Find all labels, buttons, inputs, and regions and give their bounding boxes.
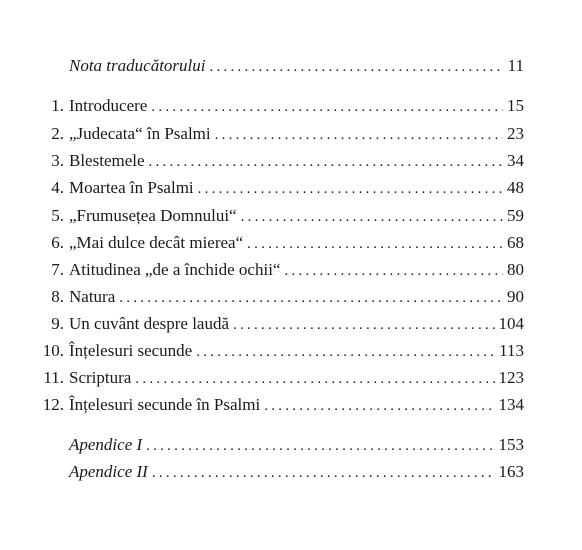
toc-entry-title: Apendice I — [69, 435, 143, 454]
toc-entry-title: Apendice II — [69, 462, 148, 481]
toc-entry-title: Natura — [69, 287, 116, 306]
toc-entry-chapter-7 — [0, 258, 582, 282]
dot-leader — [247, 232, 503, 256]
toc-entry-chapter-3 — [0, 149, 582, 173]
toc-entry-page: 34 — [507, 151, 524, 170]
toc-entry-title: Scriptura — [69, 368, 132, 387]
toc-entry-title: „Judecata“ în Psalmi — [69, 124, 211, 143]
toc-entry-chapter-6 — [0, 231, 582, 255]
toc-entry-title: Atitudinea „de a închide ochii“ — [69, 260, 281, 279]
toc-entry-page: 153 — [498, 435, 524, 454]
toc-entry-title: Înțelesuri secunde în Psalmi — [69, 395, 261, 414]
toc-entry-page: 163 — [498, 462, 524, 481]
toc-entry-title: „Mai dulce decât mierea“ — [69, 233, 244, 252]
toc-entry-page: 104 — [498, 314, 524, 333]
toc-entry-chapter-1 — [0, 94, 582, 118]
chapter-number: 3. — [51, 151, 64, 170]
toc-entry-page: 23 — [507, 124, 524, 143]
toc-entry-page: 90 — [507, 287, 524, 306]
chapter-number: 1. — [51, 96, 64, 115]
dot-leader — [196, 340, 495, 364]
toc-entry-page: 68 — [507, 233, 524, 252]
chapter-number: 12. — [42, 395, 64, 414]
dot-leader — [152, 461, 495, 485]
toc-entry-page: 48 — [507, 178, 524, 197]
dot-leader — [149, 150, 503, 174]
toc-entry-page: 113 — [499, 341, 524, 360]
dot-leader — [119, 286, 503, 310]
dot-leader — [264, 394, 494, 418]
toc-entry-page: 15 — [507, 96, 524, 115]
toc-entry-page: 59 — [507, 206, 524, 225]
toc-entry-front-note — [0, 54, 582, 78]
toc-entry-chapter-9 — [0, 312, 582, 336]
toc-entry-title: Nota traducătorului — [69, 56, 206, 75]
chapter-number: 2. — [51, 124, 64, 143]
toc-entry-chapter-5 — [0, 204, 582, 228]
toc-entry-title: Un cuvânt despre laudă — [69, 314, 230, 333]
toc-entry-title: Introducere — [69, 96, 148, 115]
toc-entry-chapter-12 — [0, 393, 582, 417]
toc-entry-chapter-10 — [0, 339, 582, 363]
toc-entry-page: 11 — [507, 56, 524, 75]
toc-entry-chapter-11 — [0, 366, 582, 390]
chapter-number: 8. — [51, 287, 64, 306]
dot-leader — [151, 95, 503, 119]
toc-entry-page: 123 — [498, 368, 524, 387]
dot-leader — [146, 434, 494, 458]
dot-leader — [215, 123, 503, 147]
toc-entry-title: „Frumusețea Domnului“ — [69, 206, 237, 225]
dot-leader — [135, 367, 494, 391]
dot-leader — [233, 313, 494, 337]
toc-entry-chapter-4 — [0, 176, 582, 200]
chapter-number: 7. — [51, 260, 64, 279]
dot-leader — [198, 177, 503, 201]
toc-entry-title: Înțelesuri secunde — [69, 341, 193, 360]
toc-entry-title: Blestemele — [69, 151, 145, 170]
dot-leader — [284, 259, 503, 283]
dot-leader — [209, 55, 503, 79]
toc-entry-chapter-8 — [0, 285, 582, 309]
chapter-number: 9. — [51, 314, 64, 333]
toc-entry-title: Moartea în Psalmi — [69, 178, 194, 197]
toc-entry-page: 134 — [498, 395, 524, 414]
chapter-number: 10. — [42, 341, 64, 360]
toc-entry-chapter-2 — [0, 122, 582, 146]
toc-entry-page: 80 — [507, 260, 524, 279]
toc-entry-appendix-1 — [0, 433, 582, 457]
dot-leader — [241, 205, 503, 229]
chapter-number: 4. — [51, 178, 64, 197]
chapter-number: 5. — [51, 206, 64, 225]
chapter-number: 11. — [43, 368, 64, 387]
toc-entry-appendix-2 — [0, 460, 582, 484]
chapter-number: 6. — [51, 233, 64, 252]
